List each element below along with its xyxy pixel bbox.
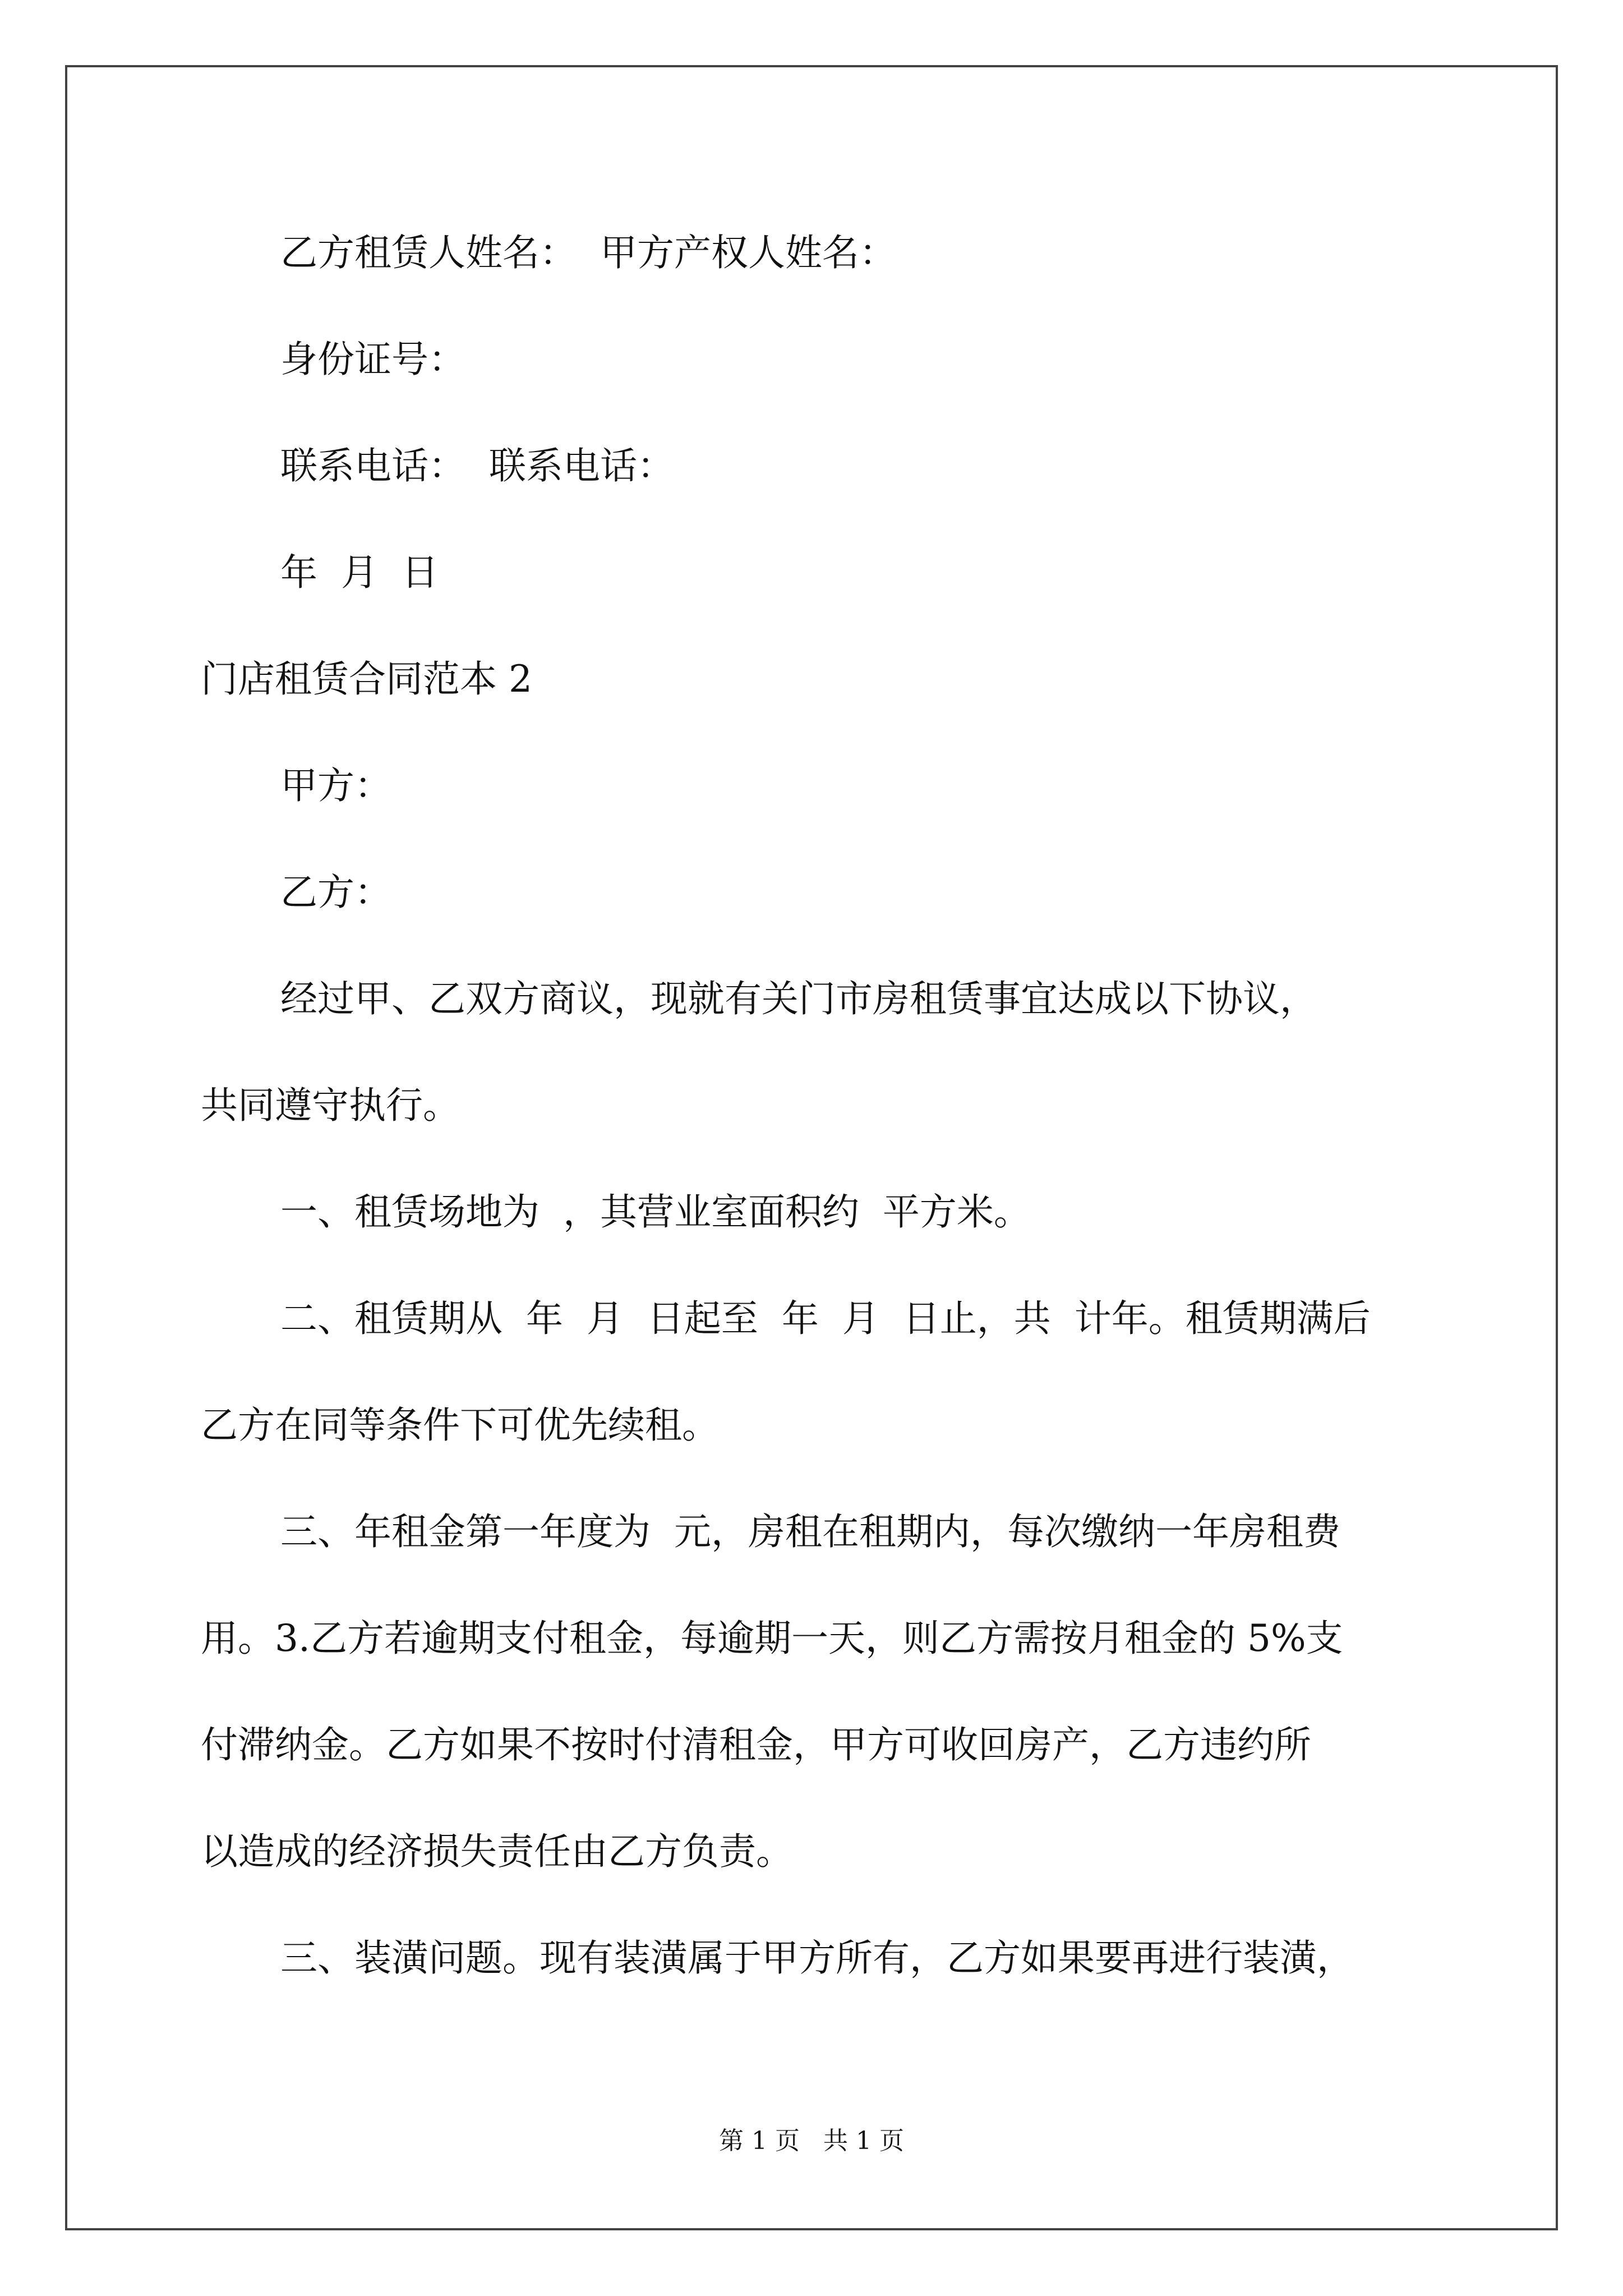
contact-phone-line: 联系电话： 联系电话： (280, 444, 674, 487)
clause-3-line-1: 三、年租金第一年度为 元，房租在租期内，每次缴纳一年房租费 (280, 1510, 1340, 1553)
id-number-line: 身份证号： (280, 338, 465, 381)
clause-1-line: 一、租赁场地为 ，其营业室面积约 平方米。 (280, 1190, 1031, 1234)
clause-3-line-2: 用。3.乙方若逾期支付租金，每逾期一天，则乙方需按月租金的 5%支 (201, 1617, 1343, 1660)
intro-paragraph-line-2: 共同遵守执行。 (201, 1084, 460, 1127)
section-title: 门店租赁合同范本 2 (201, 657, 532, 701)
clause-2-line-2: 乙方在同等条件下可优先续租。 (201, 1404, 719, 1447)
page-border (65, 65, 1558, 2230)
intro-paragraph-line-1: 经过甲、乙双方商议，现就有关门市房租赁事宜达成以下协议， (280, 977, 1317, 1020)
clause-3-line-4: 以造成的经济损失责任由乙方负责。 (201, 1830, 793, 1873)
clause-decoration-line: 三、装潢问题。现有装潢属于甲方所有，乙方如果要再进行装潢， (280, 1936, 1354, 1980)
party-b-line: 乙方： (280, 871, 391, 914)
renter-owner-name-line: 乙方租赁人姓名： 甲方产权人姓名： (280, 231, 896, 274)
clause-3-line-3: 付滞纳金。乙方如果不按时付清租金，甲方可收回房产，乙方违约所 (201, 1723, 1311, 1766)
date-line: 年 月 日 (280, 551, 439, 594)
page-footer: 第 1 页 共 1 页 (719, 2127, 904, 2155)
clause-2-line-1: 二、租赁期从 年 月 日起至 年 月 日止，共 计年。租赁期满后 (280, 1297, 1371, 1340)
party-a-line: 甲方： (280, 764, 391, 807)
